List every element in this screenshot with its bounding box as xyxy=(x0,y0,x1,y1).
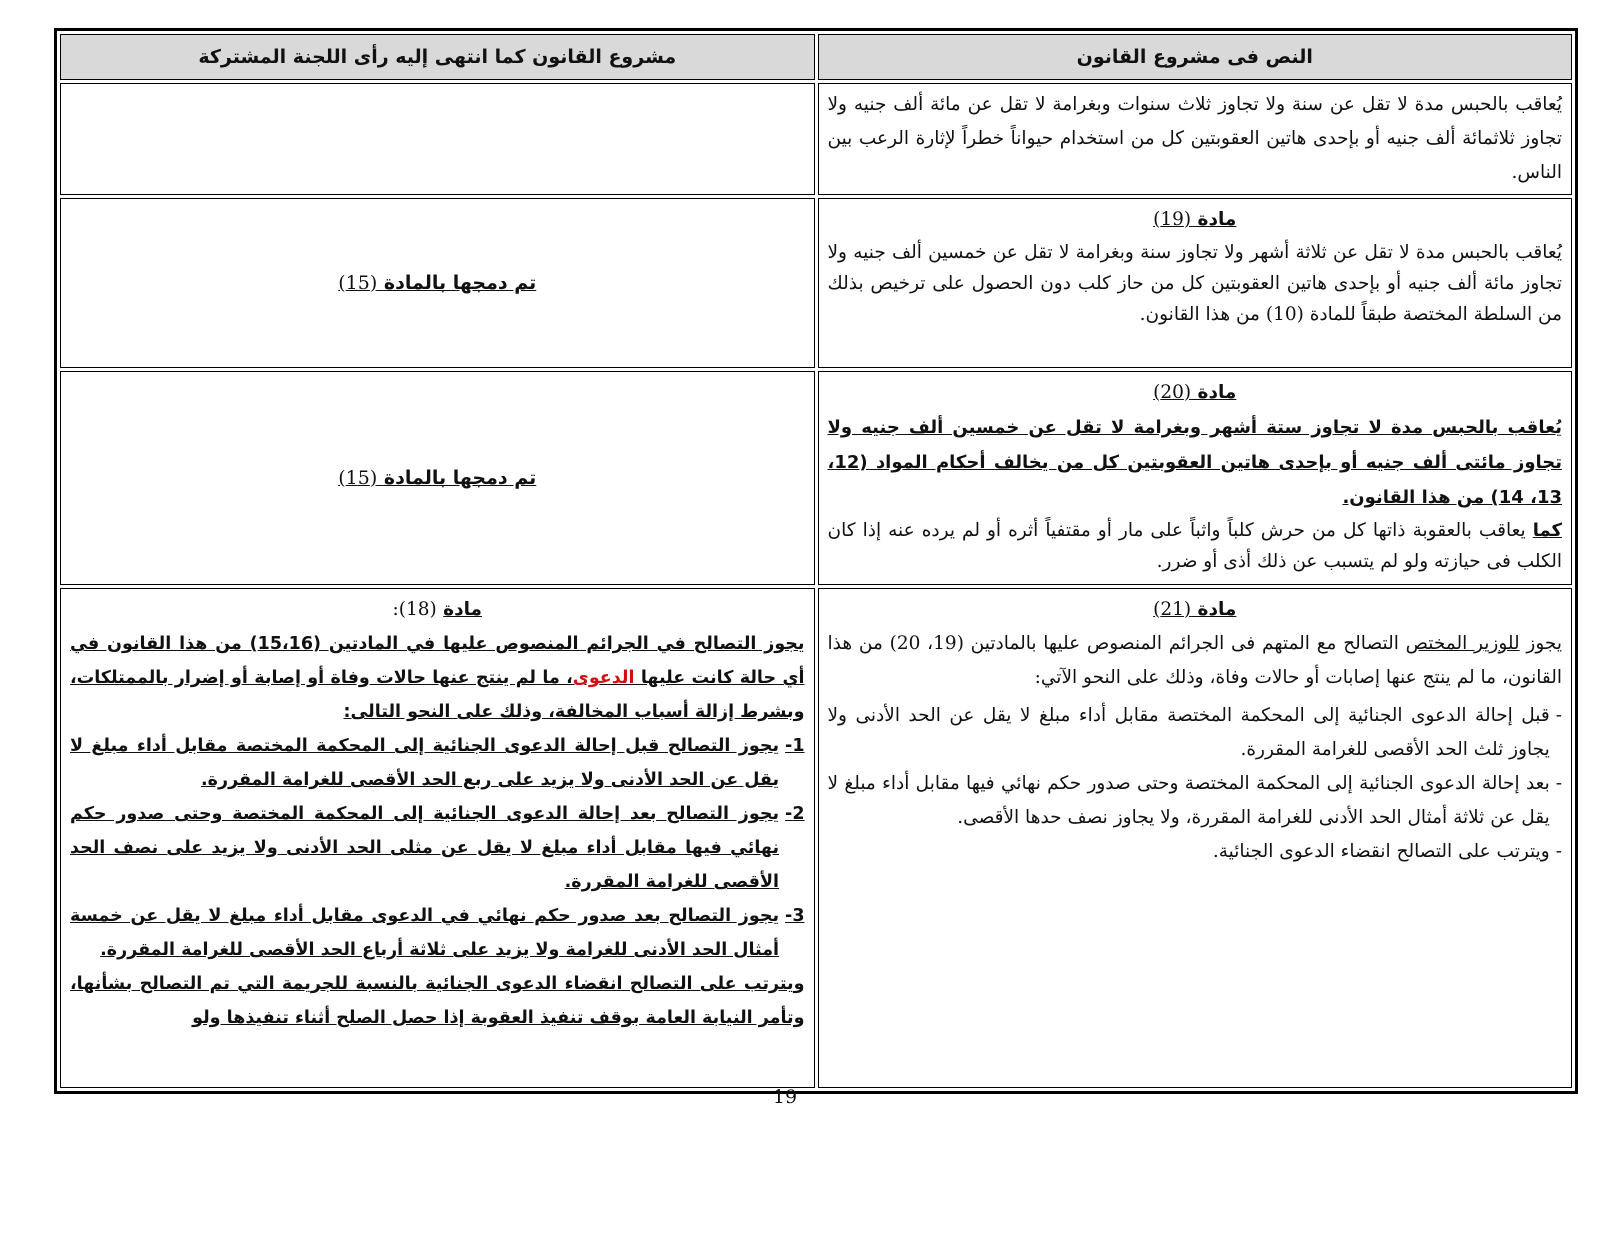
list-item xyxy=(828,767,1563,835)
article-word: مادة xyxy=(1197,382,1237,403)
article-18-intro-a: يجوز التصالح في الجرائم المنصوص عليها في المادتين (15،16) من هذا القانون في أي حالة كانت عليها xyxy=(70,634,805,688)
list-item xyxy=(828,835,1563,869)
article-word: مادة xyxy=(1197,209,1237,230)
header-right: النص فى مشروع القانون xyxy=(818,34,1573,80)
row4-left-cell xyxy=(60,588,815,1088)
table-row xyxy=(60,588,1572,1088)
merged-note xyxy=(338,467,536,489)
row2-left-cell xyxy=(60,198,815,368)
list-marker: - xyxy=(1555,773,1562,794)
row4-right-cell xyxy=(818,588,1573,1088)
list-item xyxy=(70,899,805,967)
table-row xyxy=(60,198,1572,368)
article-number: (20) xyxy=(1153,382,1192,403)
article-20-second-paragraph xyxy=(828,515,1563,577)
list-marker: 2- xyxy=(785,804,805,824)
article-21-intro-a: يجوز xyxy=(1519,633,1563,654)
table-row xyxy=(60,371,1572,585)
list-marker: 3- xyxy=(785,906,805,926)
list-item xyxy=(70,797,805,899)
merged-note-text: تم دمجها بالمادة xyxy=(383,466,537,489)
article-number: (21) xyxy=(1153,599,1192,620)
page-number: 19 xyxy=(772,1086,798,1108)
list-item-text: يجوز التصالح قبل إحالة الدعوى الجنائية إلى المحكمة المختصة مقابل أداء مبلغ لا يقل عن الحد الأدنى ولا يزيد على ربع الحد الأقصى للغرامة المقررة. xyxy=(70,736,780,790)
list-marker: - xyxy=(1555,841,1562,862)
list-item-text: يجوز التصالح بعد صدور حكم نهائي في الدعوى مقابل أداء مبلغ لا يقل عن خمسة أمثال الحد الأدنى للغرامة ولا يزيد على ثلاثة أرباع الحد الأقصى للغرامة المقررة. xyxy=(70,906,780,960)
row1-right-cell xyxy=(818,83,1573,195)
list-marker: 1- xyxy=(785,736,805,756)
list-item-text: بعد إحالة الدعوى الجنائية إلى المحكمة المختصة وحتى صدور حكم نهائي فيها مقابل أداء مبلغ لا يقل عن ثلاثة أمثال الحد الأدنى للغرامة المقررة، ولا يجاوز نصف حدها الأقصى. xyxy=(827,773,1550,828)
article-20-kama: كما xyxy=(1532,520,1562,541)
article-21-intro xyxy=(828,627,1563,695)
article-word: مادة xyxy=(1197,599,1237,620)
article-20-title xyxy=(828,376,1563,410)
row1-right-text: يُعاقب بالحبس مدة لا تقل عن سنة ولا تجاوز ثلاث سنوات وبغرامة لا تقل عن مائة ألف جنيه ولا تجاوز ثلاثمائة ألف جنيه أو بإحدى هاتين العقوبتين كل من استخدام حيواناً خطراً لإثارة الرعب بين الناس. xyxy=(827,94,1562,183)
list-item xyxy=(70,729,805,797)
list-item-text: يجوز التصالح بعد إحالة الدعوى الجنائية إلى المحكمة المختصة وحتى صدور حكم نهائي فيها مقابل أداء مبلغ لا يقل عن مثلى الحد الأدنى ولا يزيد على نصف الحد الأقصى للغرامة المقررة. xyxy=(70,804,780,892)
header-left: مشروع القانون كما انتهى إليه رأى اللجنة المشتركة xyxy=(60,34,815,80)
table-row xyxy=(60,83,1572,195)
list-item-text: قبل إحالة الدعوى الجنائية إلى المحكمة المختصة مقابل أداء مبلغ لا يقل عن الحد الأدنى ولا يجاوز ثلث الحد الأقصى للغرامة المقررة. xyxy=(827,705,1550,760)
article-18-title xyxy=(70,593,805,627)
article-20-bold-text: يُعاقب بالحبس مدة لا تجاوز ستة أشهر وبغرامة لا تقل عن خمسين ألف جنيه ولا تجاوز مائتى ألف جنيه أو بإحدى هاتين العقوبتين كل من يخالف أحكام المواد (12، 13، 14) من هذا القانون. xyxy=(827,417,1562,508)
list-item-text: ويترتب على التصالح انقضاء الدعوى الجنائية. xyxy=(1212,841,1550,862)
row1-left-cell xyxy=(60,83,815,195)
article-20-text: يعاقب بالعقوبة ذاتها كل من حرش كلباً واثباً على مار أو مقتفياً أثره أو لم يرده عنه إذا كان الكلب فى حيازته ولو لم يتسبب عن ذلك أذى أو ضرر. xyxy=(827,520,1562,572)
comparison-table xyxy=(54,28,1578,1094)
article-number: (18): xyxy=(392,599,437,620)
article-18-intro-b: ، ما لم ينتج عنها حالات وفاة أو إصابة أو إضرار بالممتلكات، وبشرط إزالة أسباب المخالفة، وذلك على النحو التالى: xyxy=(70,668,805,722)
list-item xyxy=(828,699,1563,767)
article-18-intro xyxy=(70,627,805,729)
merged-note-number: (15) xyxy=(338,466,378,489)
merged-note xyxy=(338,272,536,294)
article-word: مادة xyxy=(443,599,482,620)
article-21-intro-b: التصالح مع المتهم فى الجرائم المنصوص عليها بالمادتين (19، 20) من هذا القانون، ما لم ينتج عنها إصابات أو حالات وفاة، وذلك على النحو الآتي: xyxy=(827,633,1562,688)
document-page xyxy=(54,28,1578,1094)
article-21-title xyxy=(828,593,1563,627)
article-21-minister: للوزير المختص xyxy=(1405,633,1520,654)
merged-note-number: (15) xyxy=(338,271,378,294)
row3-left-cell xyxy=(60,371,815,585)
row3-right-cell xyxy=(818,371,1573,585)
header-row xyxy=(60,34,1572,80)
article-19-title xyxy=(828,203,1563,237)
list-marker: - xyxy=(1555,705,1562,726)
article-18-red-word: الدعوى xyxy=(572,668,635,688)
article-18-final: ويترتب على التصالح انقضاء الدعوى الجنائية بالنسبة للجريمة التي تم التصالح بشأنها، وتأمر النيابة العامة بوقف تنفيذ العقوبة إذا حصل الصلح أثناء تنفيذها ولو xyxy=(70,974,805,1028)
article-number: (19) xyxy=(1153,209,1192,230)
row2-right-cell xyxy=(818,198,1573,368)
article-19-text: يُعاقب بالحبس مدة لا تقل عن ثلاثة أشهر ولا تجاوز سنة وبغرامة لا تقل عن خمسين ألف جنيه ولا تجاوز مائة ألف جنيه أو بإحدى هاتين العقوبتين كل من حاز كلب دون الحصول على ترخيص بذلك من السلطة المختصة طبقاً للمادة (10) من هذا القانون. xyxy=(827,242,1562,325)
merged-note-text: تم دمجها بالمادة xyxy=(383,271,537,294)
